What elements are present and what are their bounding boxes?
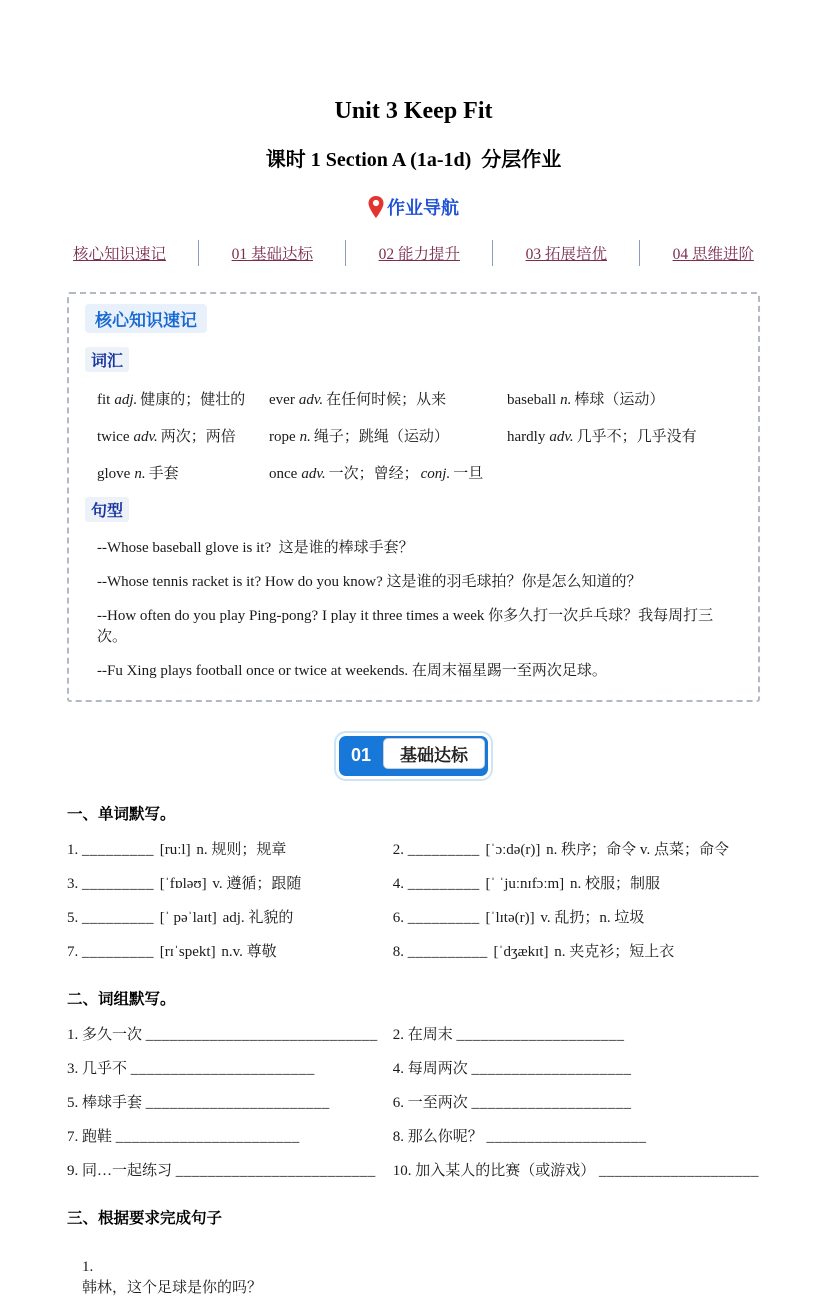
phonetic: [rɪˈspekt] <box>159 944 216 960</box>
phrase-item <box>67 1057 393 1078</box>
word-item <box>393 906 760 927</box>
section-badge-row <box>67 736 760 776</box>
word-definition: n. 夹克衫；短上衣 <box>554 944 675 960</box>
sentence-task-item <box>67 1242 760 1314</box>
page-subtitle: 课时 1 Section A (1a-1d) 分层作业 <box>265 149 562 171</box>
answer-blank[interactable]: _____________________ <box>456 1027 625 1043</box>
vocab-meaning: 棒球（运动） <box>574 392 665 408</box>
item-number: 5. <box>67 1095 79 1111</box>
answer-blank[interactable]: ____________________ <box>471 1095 632 1111</box>
nav-separator <box>345 240 346 266</box>
sentence-pattern-list <box>97 536 742 680</box>
answer-blank[interactable]: _______________________ <box>145 1095 330 1111</box>
phonetic: [ˈ ˈjuːnɪfɔːm] <box>485 876 565 892</box>
vocab-word: glove <box>97 466 131 482</box>
phrase-item <box>393 1057 760 1078</box>
vocab-word: ever <box>269 392 295 408</box>
core-knowledge-box <box>67 292 760 702</box>
vocab-meaning: 绳子；跳绳（运动） <box>313 429 449 445</box>
vocab-word: rope <box>269 429 296 445</box>
word-item <box>393 940 760 961</box>
answer-blank[interactable]: __________ <box>407 944 488 960</box>
nav-separator <box>639 240 640 266</box>
nav-link-02-ability[interactable]: 02 能力提升 <box>378 246 460 263</box>
vocab-entry <box>269 425 507 446</box>
word-definition: v. 乱扔；n. 垃圾 <box>540 910 645 926</box>
vocab-meaning: 两次；两倍 <box>160 429 236 445</box>
sentences-section-heading: 三、根据要求完成句子 <box>67 1210 223 1227</box>
answer-blank[interactable]: ____________________ <box>486 1129 647 1145</box>
phrase-item <box>67 1023 393 1044</box>
nav-link-03-extension[interactable]: 03 拓展培优 <box>525 246 607 263</box>
item-number: 8. <box>392 944 404 960</box>
homework-nav-title: 作业导航 <box>387 198 459 218</box>
item-number: 1. <box>67 1027 79 1043</box>
vocab-entry <box>507 425 742 446</box>
answer-blank[interactable]: _________________________ <box>175 1163 376 1179</box>
phrase-item <box>393 1125 760 1146</box>
word-item <box>67 838 393 859</box>
answer-blank[interactable]: _________ <box>407 876 480 892</box>
location-pin-icon <box>368 196 384 218</box>
phrase-item <box>393 1091 760 1112</box>
answer-blank[interactable]: _________ <box>82 876 154 892</box>
sentence-pattern-label: 句型 <box>85 497 129 522</box>
answer-blank[interactable]: _______________________ <box>115 1129 300 1145</box>
word-item <box>393 872 760 893</box>
vocab-word: fit <box>97 392 111 408</box>
item-number: 3. <box>67 1061 79 1077</box>
answer-blank[interactable]: _______________________ <box>130 1061 315 1077</box>
item-number: 4. <box>392 1061 404 1077</box>
nav-separator <box>198 240 199 266</box>
vocab-pos: adv. <box>549 429 574 445</box>
phrase-label: 每周两次 <box>407 1061 468 1077</box>
word-definition: n. 校服；制服 <box>569 876 660 892</box>
item-number: 7. <box>67 944 79 960</box>
answer-blank[interactable]: _________ <box>82 842 154 858</box>
vocab-entry <box>269 388 507 409</box>
word-item <box>393 838 760 859</box>
answer-blank[interactable]: _________ <box>407 910 480 926</box>
word-item <box>67 906 393 927</box>
phrase-label: 几乎不 <box>82 1061 128 1077</box>
vocab-meaning-2: 一旦 <box>453 466 484 482</box>
phrase-item <box>393 1023 760 1044</box>
item-number: 6. <box>392 1095 404 1111</box>
nav-link-04-thinking[interactable]: 04 思维进阶 <box>672 246 754 263</box>
phrase-label: 在周末 <box>407 1027 453 1043</box>
sentence-pattern: --Whose baseball glove is it? 这是谁的棒球手套？ <box>97 540 414 556</box>
vocab-grid <box>97 388 742 483</box>
phrase-label: 那么你呢？ <box>407 1129 483 1145</box>
vocab-pos: adj. <box>114 392 138 408</box>
item-number: 2. <box>392 1027 404 1043</box>
nav-separator <box>492 240 493 266</box>
vocab-word: hardly <box>507 429 546 445</box>
page-title: Unit 3 Keep Fit <box>334 98 493 124</box>
item-number: 1. <box>67 842 79 858</box>
vocab-entry <box>269 462 742 483</box>
answer-blank[interactable]: _________ <box>407 842 480 858</box>
sentence-task-text: 韩林，这个足球是你的吗？ <box>82 1280 263 1296</box>
item-number: 10. <box>392 1163 412 1179</box>
vocab-word: baseball <box>507 392 557 408</box>
vocab-word: once <box>269 466 298 482</box>
sentence-pattern: --Fu Xing plays football once or twice at weekends. 在周末福星踢一至两次足球。 <box>97 663 607 679</box>
item-number: 6. <box>392 910 404 926</box>
phonetic: [ˈ pəˈlaɪt] <box>159 910 217 926</box>
vocab-meaning: 一次；曾经； <box>328 466 419 482</box>
phrase-item <box>67 1159 393 1180</box>
phrase-label: 跑鞋 <box>82 1129 113 1145</box>
sentence-pattern: --How often do you play Ping-pong? I play it three times a week 你多久打一次乒乓球？我每周打三次。 <box>97 608 714 645</box>
phonetic: [ruːl] <box>159 842 191 858</box>
vocab-entry <box>507 388 742 409</box>
item-number: 8. <box>392 1129 404 1145</box>
vocab-pos: n. <box>299 429 311 445</box>
phrases-grid <box>67 1023 760 1180</box>
vocab-pos: n. <box>134 466 146 482</box>
word-definition: n. 秩序；命令 v. 点菜；命令 <box>546 842 729 858</box>
vocab-pos-2: conj. <box>420 466 451 482</box>
phonetic: [ˈdʒækɪt] <box>493 944 549 960</box>
words-grid <box>67 838 760 961</box>
word-definition: n. 规则；规章 <box>196 842 287 858</box>
phrase-label: 一至两次 <box>407 1095 468 1111</box>
item-number: 5. <box>67 910 79 926</box>
phonetic: [ˈɔːdə(r)] <box>485 842 541 858</box>
vocab-meaning: 几乎不；几乎没有 <box>576 429 697 445</box>
sentence-pattern: --Whose tennis racket is it? How do you know? 这是谁的羽毛球拍？你是怎么知道的？ <box>97 574 642 590</box>
vocab-pos: adv. <box>298 392 324 408</box>
vocab-pos: adv. <box>133 429 158 445</box>
vocab-meaning: 手套 <box>148 466 179 482</box>
section-badge-number: 01 <box>350 744 372 765</box>
item-number: 9. <box>67 1163 79 1179</box>
section-badge <box>339 736 488 776</box>
vocab-meaning: 健康的；健壮的 <box>140 392 246 408</box>
item-number: 7. <box>67 1129 79 1145</box>
vocab-entry <box>97 425 269 446</box>
vocab-pos: adv. <box>301 466 326 482</box>
phrase-label: 同…一起练习 <box>82 1163 173 1179</box>
word-definition: v. 遵循；跟随 <box>212 876 302 892</box>
word-definition: n.v. 尊敬 <box>221 944 277 960</box>
vocab-label: 词汇 <box>85 347 129 372</box>
item-number: 2. <box>392 842 404 858</box>
worksheet-page <box>0 98 827 1314</box>
vocab-pos: n. <box>560 392 572 408</box>
answer-blank[interactable]: _________ <box>82 910 154 926</box>
vocab-word: twice <box>97 429 130 445</box>
nav-links-row <box>73 240 754 266</box>
word-item <box>67 872 393 893</box>
answer-blank[interactable]: ____________________ <box>471 1061 632 1077</box>
vocab-entry <box>97 388 269 409</box>
phonetic: [ˈlɪtə(r)] <box>485 910 535 926</box>
item-number: 3. <box>67 876 79 892</box>
answer-blank[interactable]: _____________________________ <box>145 1027 378 1043</box>
phrase-label: 多久一次 <box>82 1027 143 1043</box>
phrase-label: 加入某人的比赛（或游戏） <box>415 1163 596 1179</box>
vocab-meaning: 在任何时候；从来 <box>326 392 447 408</box>
phrase-item <box>67 1125 393 1146</box>
phonetic: [ˈfɒləʊ] <box>159 876 207 892</box>
word-definition: adj. 礼貌的 <box>222 910 294 926</box>
homework-nav-header <box>67 194 760 220</box>
nav-link-01-basics[interactable]: 01 基础达标 <box>231 246 313 263</box>
phrase-item <box>67 1091 393 1112</box>
answer-blank[interactable]: _________ <box>82 944 154 960</box>
section-badge-label: 基础达标 <box>383 738 485 769</box>
nav-link-core-knowledge[interactable]: 核心知识速记 <box>73 246 167 263</box>
phrase-label: 棒球手套 <box>82 1095 143 1111</box>
answer-blank[interactable]: ____________________ <box>598 1163 759 1179</box>
core-knowledge-header: 核心知识速记 <box>85 304 207 333</box>
item-number: 4. <box>392 876 404 892</box>
phrases-section-heading: 二、词组默写。 <box>67 991 176 1008</box>
words-section-heading: 一、单词默写。 <box>67 806 176 823</box>
vocab-entry <box>97 462 269 483</box>
item-number: 1. <box>82 1259 94 1275</box>
word-item <box>67 940 393 961</box>
phrase-item <box>393 1159 760 1180</box>
